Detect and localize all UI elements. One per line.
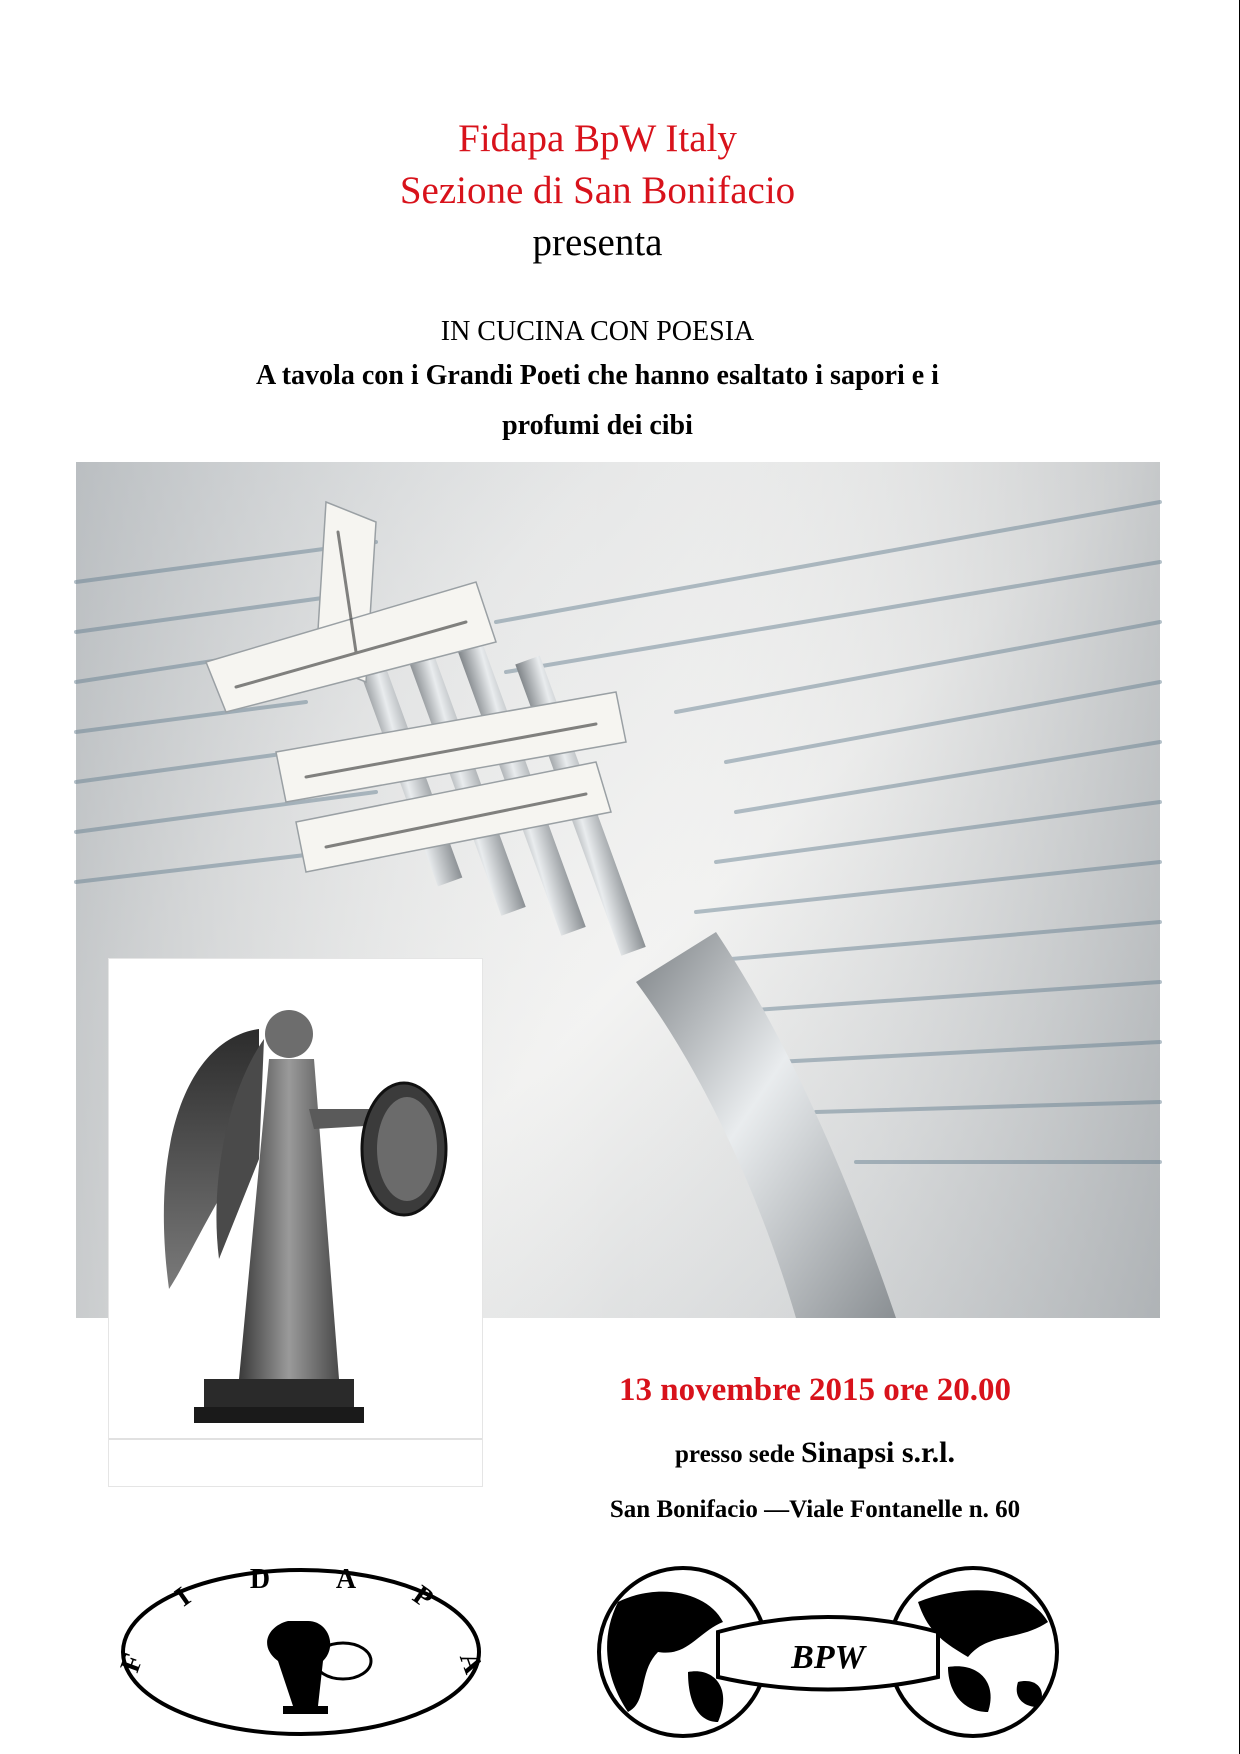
fidapa-letter-2: D (249, 1564, 271, 1595)
event-address: San Bonifacio —Viale Fontanelle n. 60 (609, 1496, 1021, 1523)
fidapa-letter-5: A (452, 1648, 490, 1678)
winged-victory-statue-image (108, 958, 483, 1487)
fidapa-letter-3: A (335, 1564, 357, 1595)
venue-prefix: presso sede (675, 1441, 795, 1468)
fidapa-letter-1: I (169, 1581, 197, 1613)
event-date: 13 novembre 2015 ore 20.00 (619, 1372, 1011, 1408)
bpw-logo-text: BPW (791, 1639, 865, 1676)
event-subtitle-line1: A tavola con i Grandi Poeti che hanno esaltato i sapori e i (256, 360, 939, 391)
event-venue (520, 1436, 1110, 1470)
organization-name: Fidapa BpW Italy (458, 117, 737, 160)
organization-section: Sezione di San Bonifacio (399, 169, 796, 212)
event-subtitle-line2: profumi dei cibi (502, 410, 693, 441)
bpw-logo (548, 1562, 1108, 1742)
fidapa-letter-4: P (406, 1579, 439, 1615)
fidapa-logo (114, 1564, 490, 1738)
presents-label: presenta (532, 221, 663, 264)
event-title: IN CUCINA CON POESIA (440, 316, 755, 347)
fidapa-letter-0: F (114, 1649, 150, 1677)
statue-illustration (109, 959, 482, 1486)
bpw-logo-graphic (548, 1562, 1108, 1742)
fidapa-logo-graphic (114, 1564, 490, 1738)
venue-name: Sinapsi s.r.l. (800, 1436, 955, 1469)
